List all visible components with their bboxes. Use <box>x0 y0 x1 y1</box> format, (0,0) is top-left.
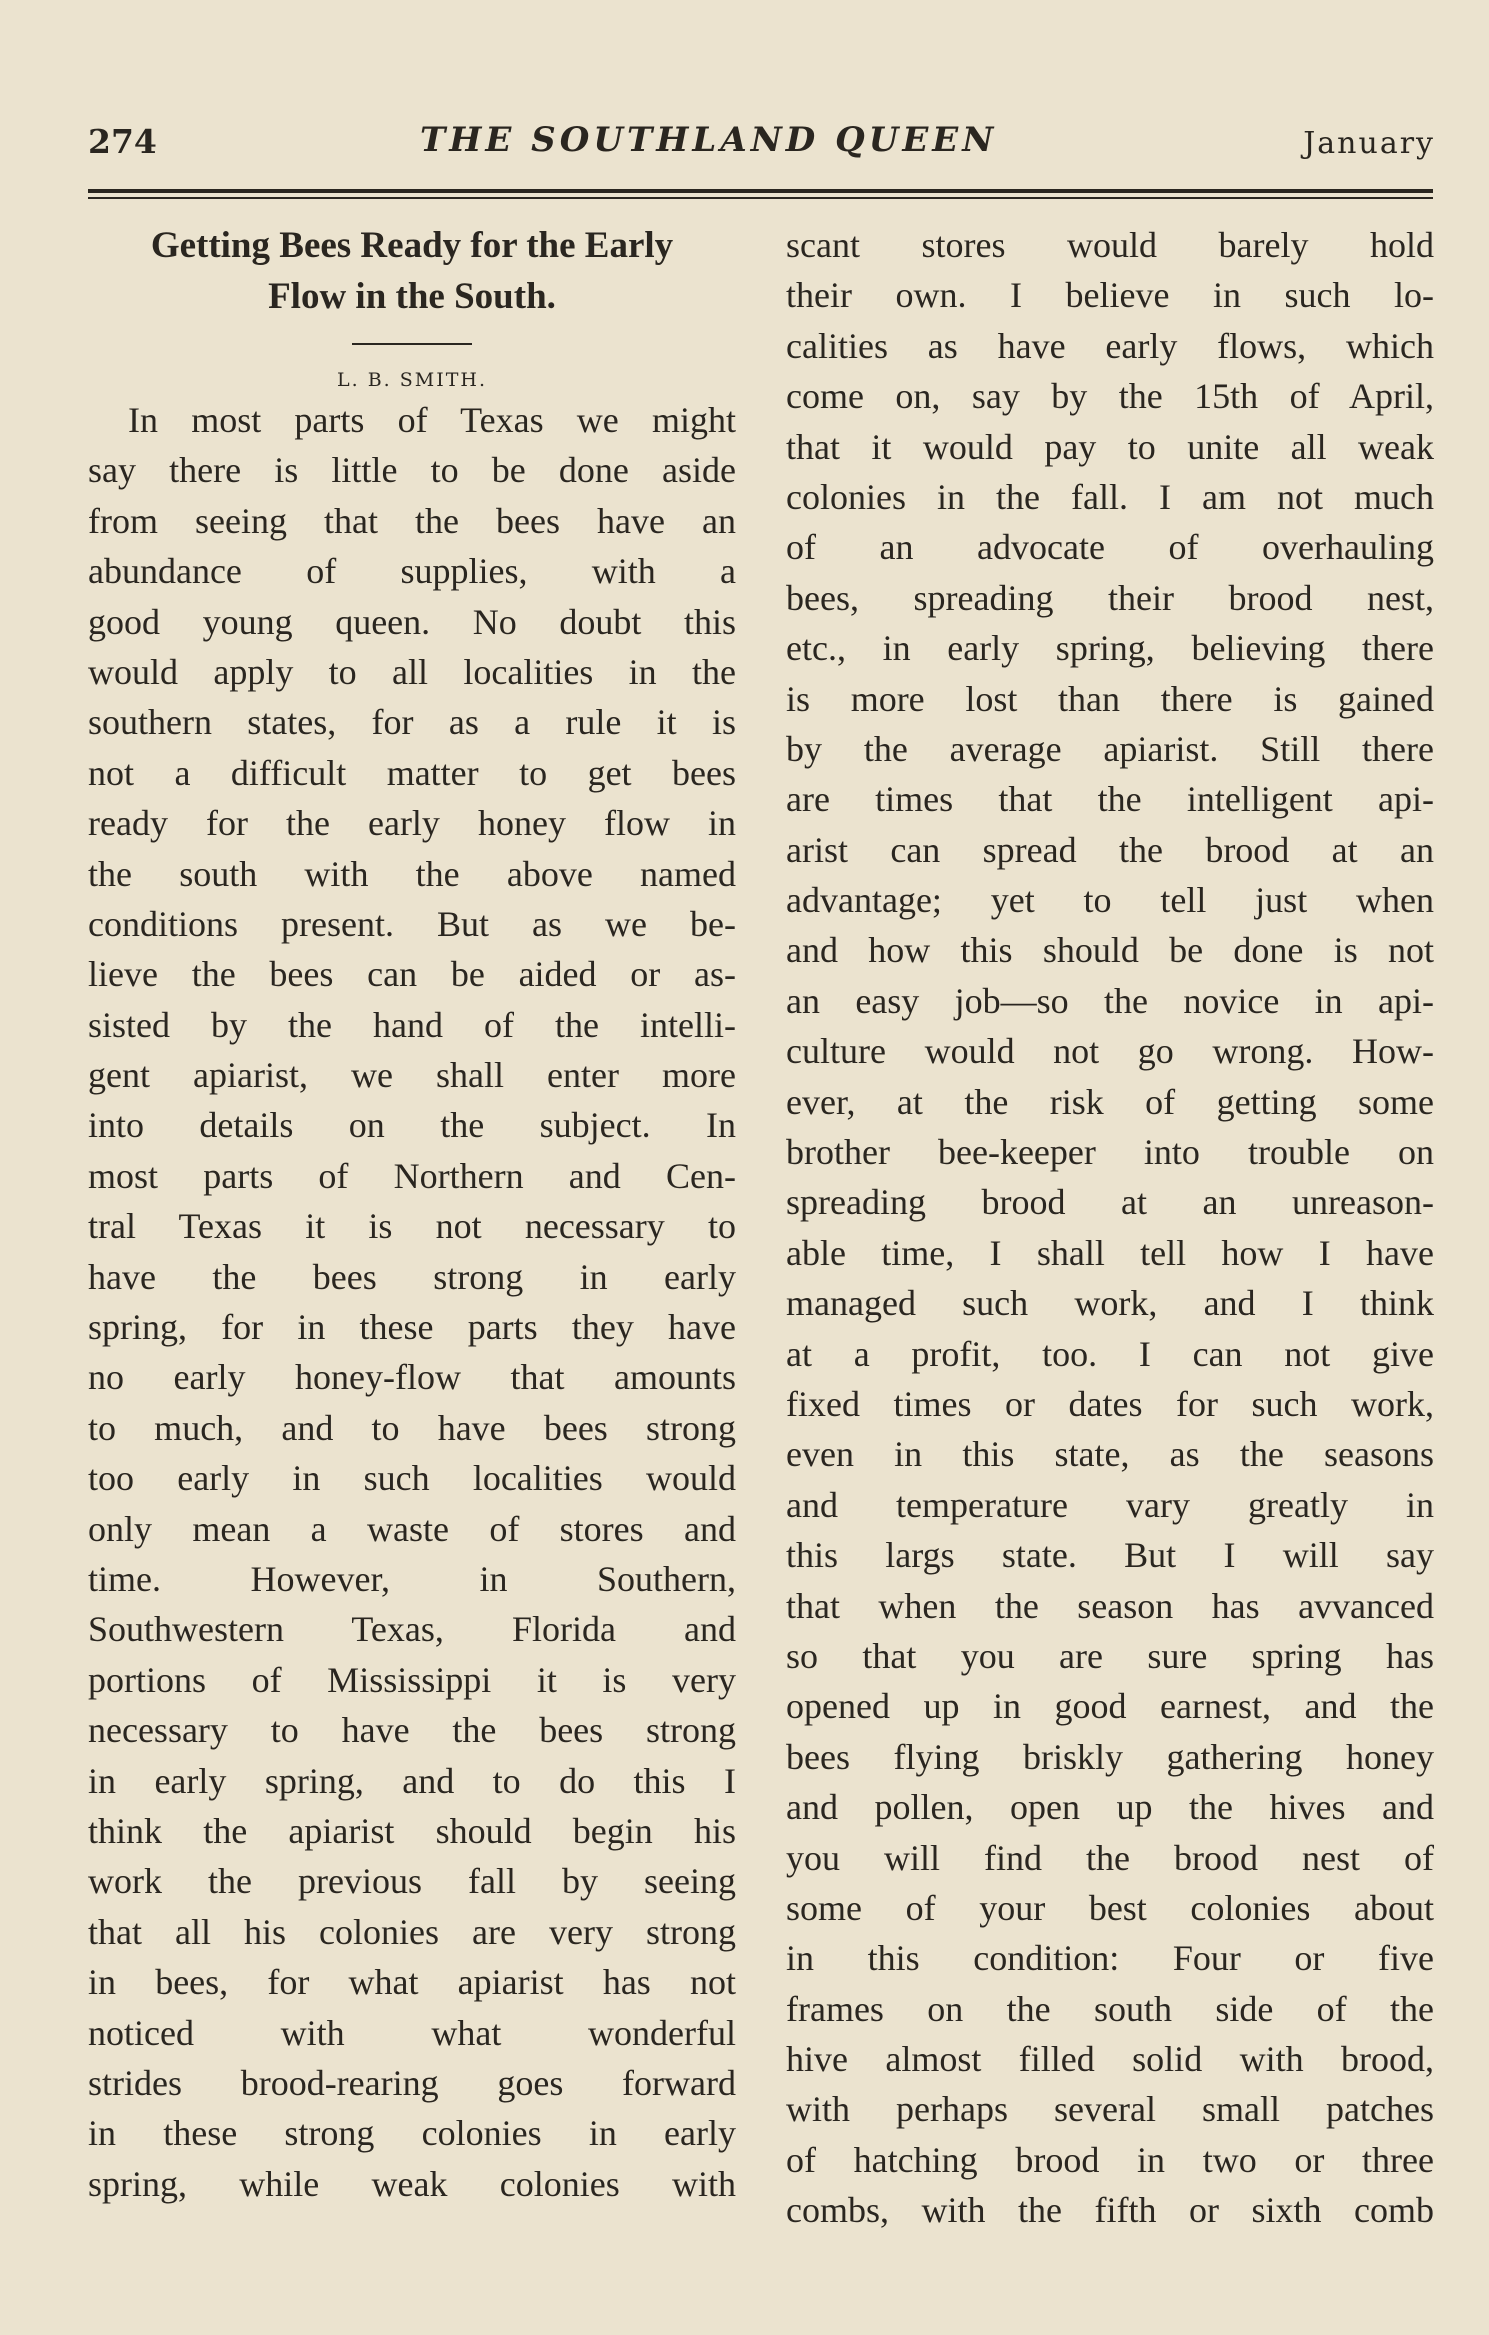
text-line: only mean a waste of stores and <box>88 1508 736 1549</box>
article-title <box>88 220 736 322</box>
text-line: and pollen, open up the hives and <box>786 1787 1434 1828</box>
text-line: colonies in the fall. I am not much <box>786 476 1434 517</box>
text-line: able time, I shall tell how I have <box>786 1232 1434 1273</box>
text-line: by the average apiarist. Still there <box>786 728 1434 769</box>
text-line: good young queen. No doubt this <box>88 601 736 642</box>
text-line: gent apiarist, we shall enter more <box>88 1055 736 1096</box>
author-byline: L. B. SMITH. <box>337 369 487 391</box>
title-divider <box>352 343 472 345</box>
issue-month: January <box>1303 126 1435 161</box>
right-column <box>786 220 1434 2236</box>
text-line: tral Texas it is not necessary to <box>88 1206 736 1247</box>
right-column-text <box>786 220 1434 2236</box>
text-line: in bees, for what apiarist has not <box>88 1962 736 2003</box>
text-line: not a difficult matter to get bees <box>88 752 736 793</box>
text-line: is more lost than there is gained <box>786 678 1434 719</box>
text-line: arist can spread the brood at an <box>786 829 1434 870</box>
page-number: 274 <box>88 122 157 161</box>
text-line: you will find the brood nest of <box>786 1837 1434 1878</box>
text-line: lieve the bees can be aided or as- <box>88 954 736 995</box>
text-line: spreading brood at an unreason- <box>786 1182 1434 1223</box>
text-line: this largs state. But I will say <box>786 1535 1434 1576</box>
text-line: portions of Mississippi it is very <box>88 1659 736 1700</box>
text-line: conditions present. But as we be- <box>88 903 736 944</box>
text-line: that when the season has avvanced <box>786 1585 1434 1626</box>
text-line: of hatching brood in two or three <box>786 2139 1434 2180</box>
text-line: in early spring, and to do this I <box>88 1760 736 1801</box>
text-line: strides brood-rearing goes forward <box>88 2062 736 2103</box>
text-line: hive almost filled solid with brood, <box>786 2039 1434 2080</box>
text-line: come on, say by the 15th of April, <box>786 376 1434 417</box>
header-rule-thick <box>88 189 1433 193</box>
text-line: work the previous fall by seeing <box>88 1861 736 1902</box>
text-line: advantage; yet to tell just when <box>786 880 1434 921</box>
text-line: ready for the early honey flow in <box>88 803 736 844</box>
text-line: noticed with what wonderful <box>88 2012 736 2053</box>
text-line: most parts of Northern and Cen- <box>88 1155 736 1196</box>
text-line: bees, spreading their brood nest, <box>786 577 1434 618</box>
left-column-text <box>88 395 736 2209</box>
text-line: of an advocate of overhauling <box>786 527 1434 568</box>
text-line: with perhaps several small patches <box>786 2089 1434 2130</box>
text-line: in these strong colonies in early <box>88 2113 736 2154</box>
article-title-line-1: Getting Bees Ready for the Early <box>150 225 674 266</box>
text-line: abundance of supplies, with a <box>88 551 736 592</box>
text-line: In most parts of Texas we might <box>128 400 736 440</box>
text-line: culture would not go wrong. How- <box>786 1031 1434 1072</box>
text-line: managed such work, and I think <box>786 1283 1434 1324</box>
left-column <box>88 220 736 2209</box>
text-line: to much, and to have bees strong <box>88 1407 736 1448</box>
text-line: would apply to all localities in the <box>88 651 736 692</box>
text-line: scant stores would barely hold <box>786 225 1434 265</box>
text-line: fixed times or dates for such work, <box>786 1383 1434 1424</box>
text-line: no early honey-flow that amounts <box>88 1357 736 1398</box>
text-line: Southwestern Texas, Florida and <box>88 1609 736 1650</box>
text-line: some of your best colonies about <box>786 1887 1434 1928</box>
text-line: are times that the intelligent api- <box>786 779 1434 820</box>
text-line: and how this should be done is not <box>786 930 1434 971</box>
journal-title: THE SOUTHLAND QUEEN <box>420 120 998 160</box>
text-line: so that you are sure spring has <box>786 1635 1434 1676</box>
text-line: too early in such localities would <box>88 1458 736 1499</box>
text-line: calities as have early flows, which <box>786 325 1434 366</box>
text-line: that all his colonies are very strong <box>88 1911 736 1952</box>
article-title-line-2: Flow in the South. <box>268 276 556 317</box>
text-line: their own. I believe in such lo- <box>786 275 1434 316</box>
text-line: time. However, in Southern, <box>88 1558 736 1599</box>
text-line: spring, while weak colonies with <box>88 2163 736 2204</box>
text-line: say there is little to be done aside <box>88 450 736 491</box>
text-line: an easy job—so the novice in api- <box>786 980 1434 1021</box>
text-line: into details on the subject. In <box>88 1105 736 1146</box>
text-line: brother bee-keeper into trouble on <box>786 1132 1434 1173</box>
text-line: southern states, for as a rule it is <box>88 702 736 743</box>
text-line: from seeing that the bees have an <box>88 500 736 541</box>
text-line: at a profit, too. I can not give <box>786 1333 1434 1374</box>
text-line: have the bees strong in early <box>88 1256 736 1297</box>
text-line: etc., in early spring, believing there <box>786 628 1434 669</box>
text-line: spring, for in these parts they have <box>88 1307 736 1348</box>
text-line: think the apiarist should begin his <box>88 1810 736 1851</box>
text-line: in this condition: Four or five <box>786 1938 1434 1979</box>
text-line: opened up in good earnest, and the <box>786 1686 1434 1727</box>
text-line: necessary to have the bees strong <box>88 1710 736 1751</box>
text-line: the south with the above named <box>88 853 736 894</box>
text-line: ever, at the risk of getting some <box>786 1081 1434 1122</box>
text-line: and temperature vary greatly in <box>786 1484 1434 1525</box>
text-line: bees flying briskly gathering honey <box>786 1736 1434 1777</box>
header-rule-thin <box>88 197 1433 199</box>
text-line: that it would pay to unite all weak <box>786 426 1434 467</box>
text-line: sisted by the hand of the intelli- <box>88 1004 736 1045</box>
text-line: even in this state, as the seasons <box>786 1434 1434 1475</box>
text-line: combs, with the fifth or sixth comb <box>786 2190 1434 2231</box>
text-line: frames on the south side of the <box>786 1988 1434 2029</box>
